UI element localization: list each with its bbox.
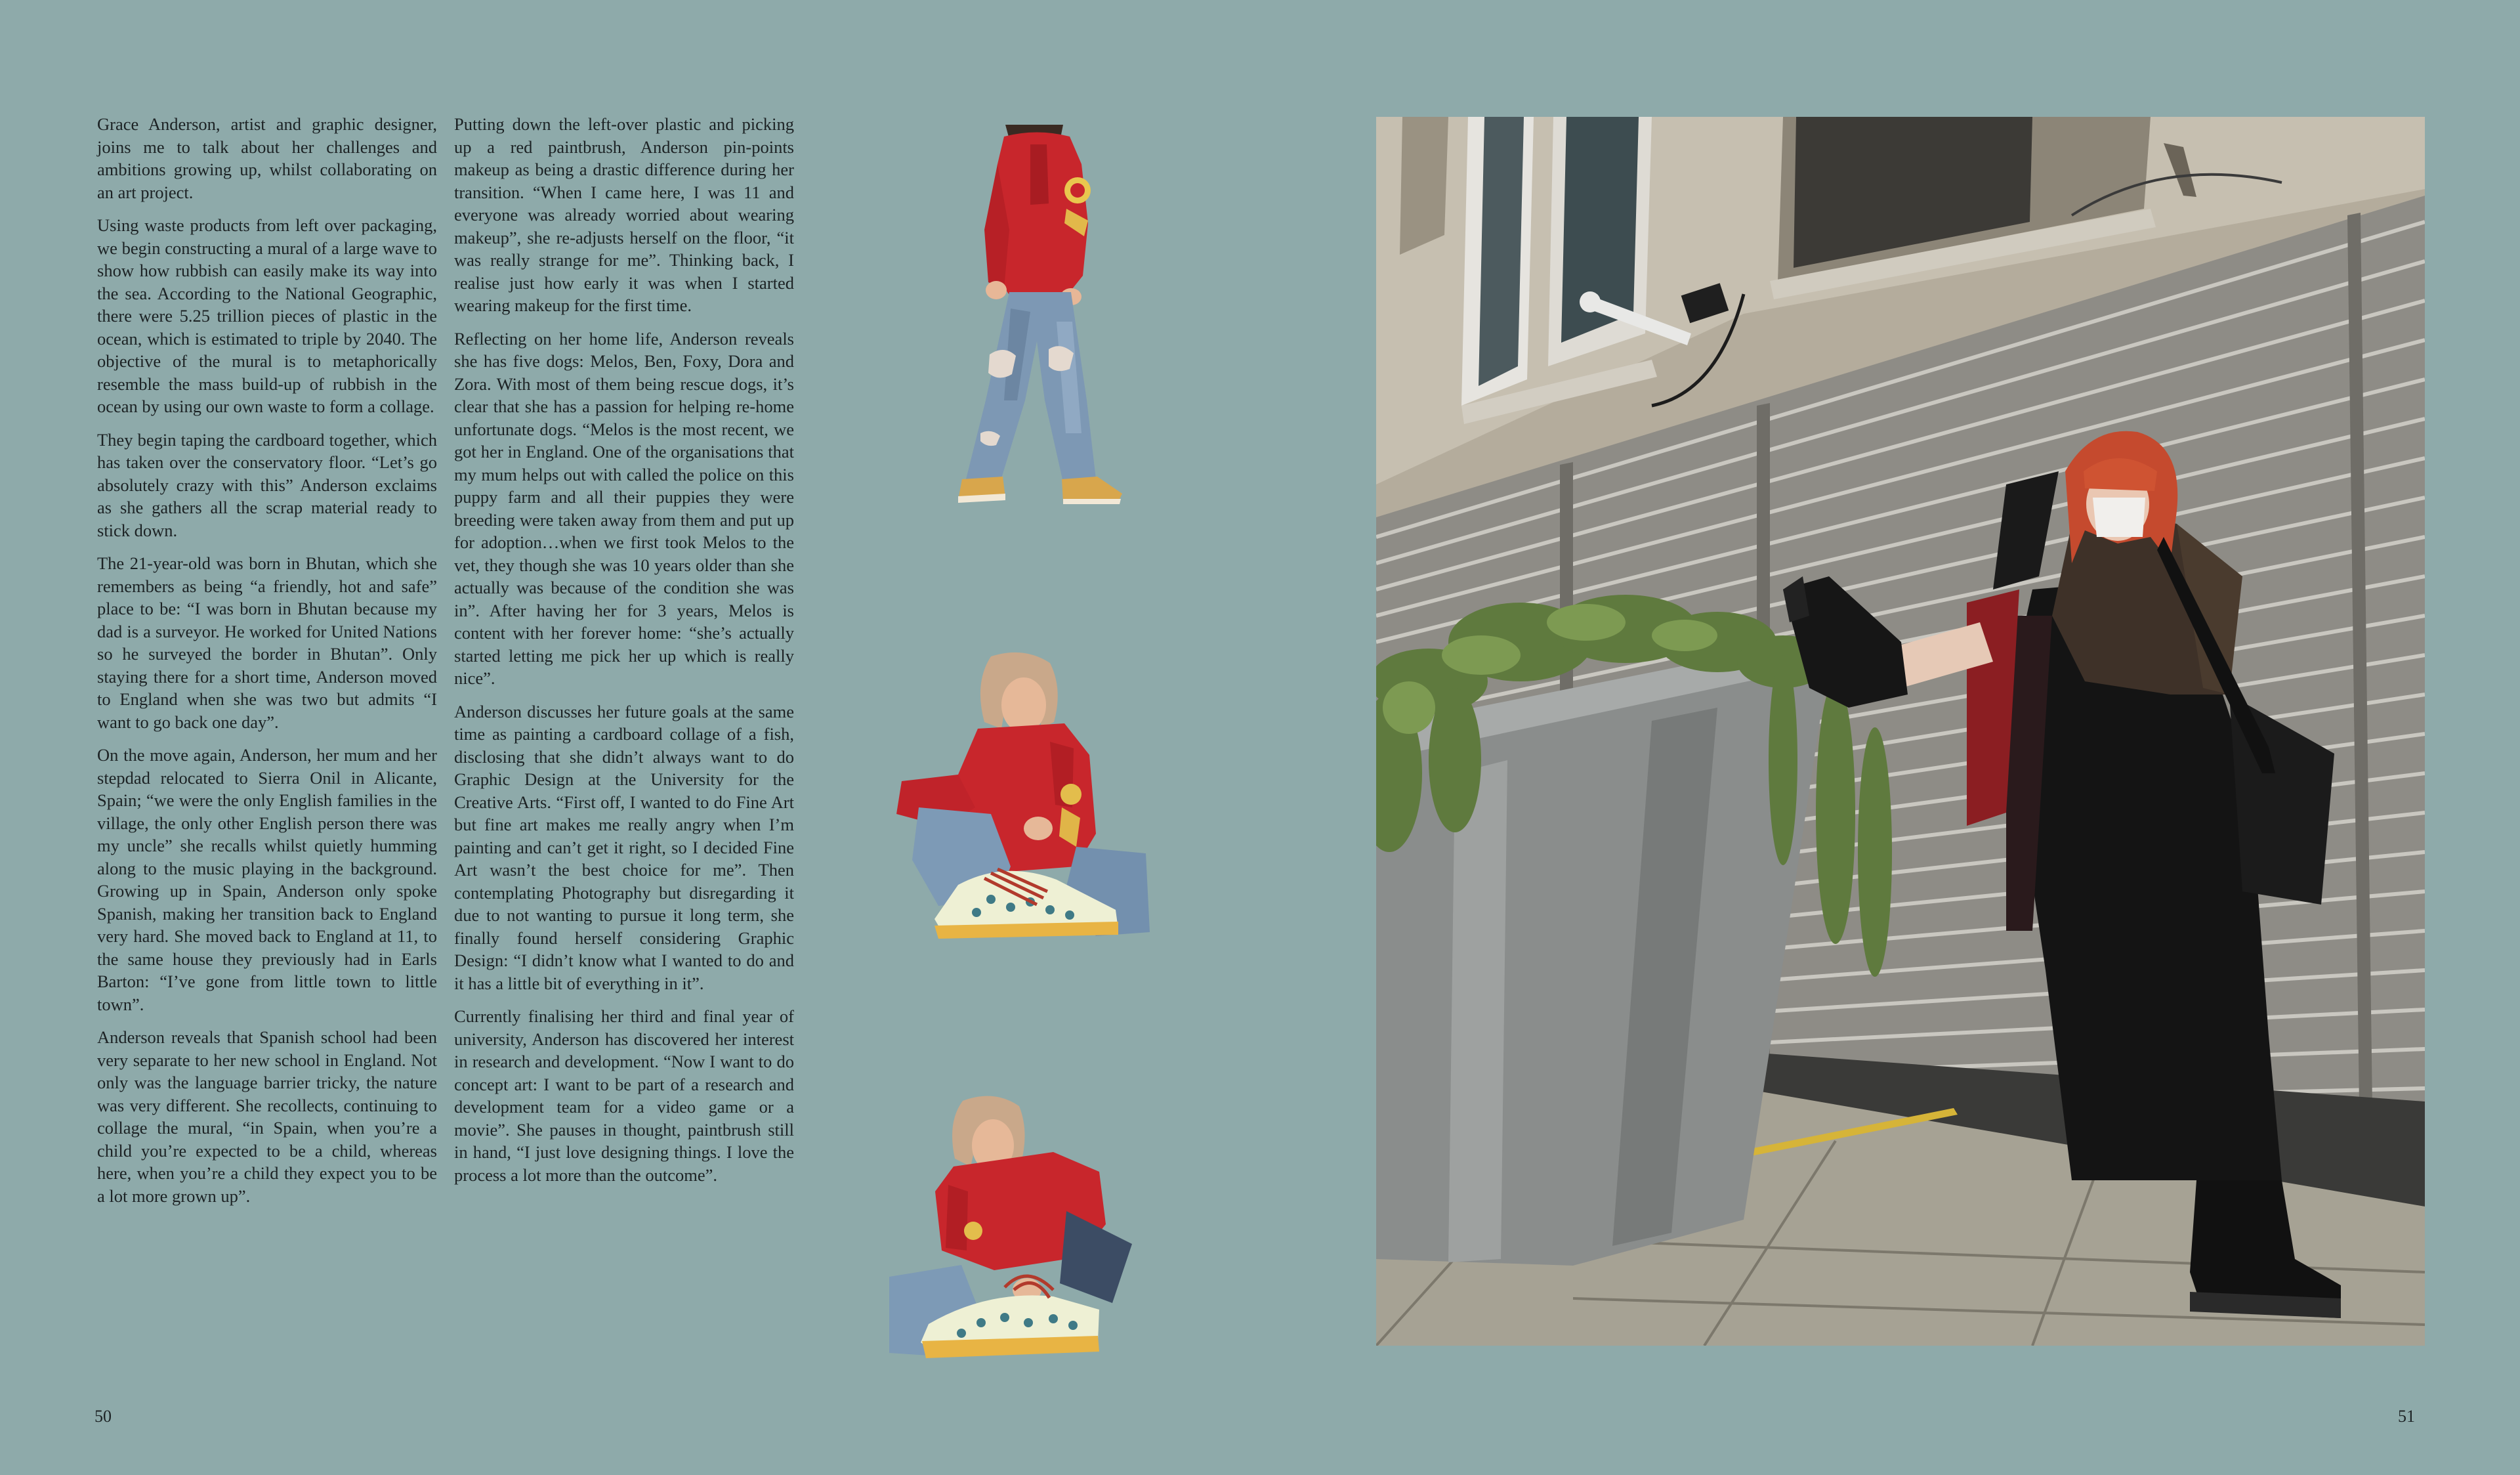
article-paragraph: Anderson reveals that Spanish school had been very separate to her new school in England. Not only was the language barrier tricky, the nature was very different. She recollects, continuing to collage the mural, “in Spain, when you’re a child you’re expected to be a child, whereas here, when you’re a child they expect you to be a lot more grown up”. <box>97 1027 437 1206</box>
text-column-left <box>97 113 437 1218</box>
feature-photograph <box>1376 117 2425 1346</box>
text-column-right <box>454 113 794 1197</box>
article-paragraph: They begin taping the cardboard together, which has taken over the conservatory floor. “Let’s go absolutely crazy with this” Anderson exclaims as she gathers all the scrap material ready to stick down. <box>97 429 437 540</box>
article-paragraph: Reflecting on her home life, Anderson reveals she has five dogs: Melos, Ben, Foxy, Dora and Zora. With most of them being rescue dogs, it’s clear that she has a passion for helping re-home unfortunate dogs. “Melos is the most recent, we got her in England. One of the organisations that my mum helps out with called the police on this puppy farm and all their puppies they were breeding were taken away from them and put up for adoption…when we first took Melos to the vet, they though she was 10 years older than she actually was because of the condition she was in”. After having her for 3 years, Melos is content with her forever home: “she’s actually started letting me pick her up which is really nice”. <box>454 328 794 688</box>
page-number-right: 51 <box>2398 1407 2415 1426</box>
article-paragraph: Grace Anderson, artist and graphic designer, joins me to talk about her challenges and ambitions growing up, whilst collaborating on an art project. <box>97 114 437 202</box>
article-paragraph: Using waste products from left over packaging, we begin constructing a mural of a large wave to show how rubbish can easily make its way into the sea. According to the National Geographic, there were 5.25 trillion pieces of plastic in the ocean, which is estimated to triple by 2040. The objective of the mural is to metaphorically resemble the mass build-up of rubbish in the ocean by using our own waste to form a collage. <box>97 215 437 416</box>
cutout-seated-figure <box>892 650 1155 939</box>
article-paragraph: On the move again, Anderson, her mum and her stepdad relocated to Sierra Onil in Alicante, Spain; “we were the only English families in the village, the only other English person there was my uncle” she recalls whilst quietly humming along to the music playing in the background. Growing up in Spain, Anderson only spoke Spanish, making her transition back to England very hard. She moved back to England at 11, to the same house they previously had in Earls Barton: “I’ve gone from little town to little town”. <box>97 745 437 1014</box>
article-paragraph: Anderson discusses her future goals at the same time as painting a cardboard collage of a fish, disclosing that she didn’t always want to do Graphic Design at the University for the Creative Arts. “First off, I wanted to do Fine Art but fine art makes me really angry when I’m painting and can’t get it right, so I decided Fine Art wasn’t the best choice for me”. Then contemplating Photography but disregarding it due to not wanting to pursue it long term, she finally found herself considering Graphic Design: “I didn’t know what I wanted to do and it has a little bit of everything in it”. <box>454 701 794 993</box>
article-paragraph: The 21-year-old was born in Bhutan, which she remembers as being “a friendly, hot and safe” place to be: “I was born in Bhutan because my dad is a surveyor. He worked for United Nations so he surveyed the border in Bhutan”. Only staying there for a short time, Anderson moved to England when she was two but admits “I want to go back one day”. <box>97 553 437 732</box>
page-number-left: 50 <box>94 1407 112 1426</box>
cutout-standing-figure <box>932 125 1148 505</box>
article-paragraph: Currently finalising her third and final year of university, Anderson has discovered her interest in research and development. “Now I want to do concept art: I want to be part of a research and development team for a video game or a movie”. She pauses in thought, paintbrush still in hand, “I just love designing things. I love the process a lot more than the outcome”. <box>454 1006 794 1185</box>
article-paragraph: Putting down the left-over plastic and picking up a red paintbrush, Anderson pin-points makeup as being a drastic difference during her transition. “When I came here, I was 11 and everyone was already worried about wearing makeup”, she re-adjusts herself on the floor, “it was really strange for me”. Thinking back, I realise just how early it was when I started wearing makeup for the first time. <box>454 114 794 315</box>
cutout-seated-figure-tying-laces <box>889 1093 1148 1362</box>
